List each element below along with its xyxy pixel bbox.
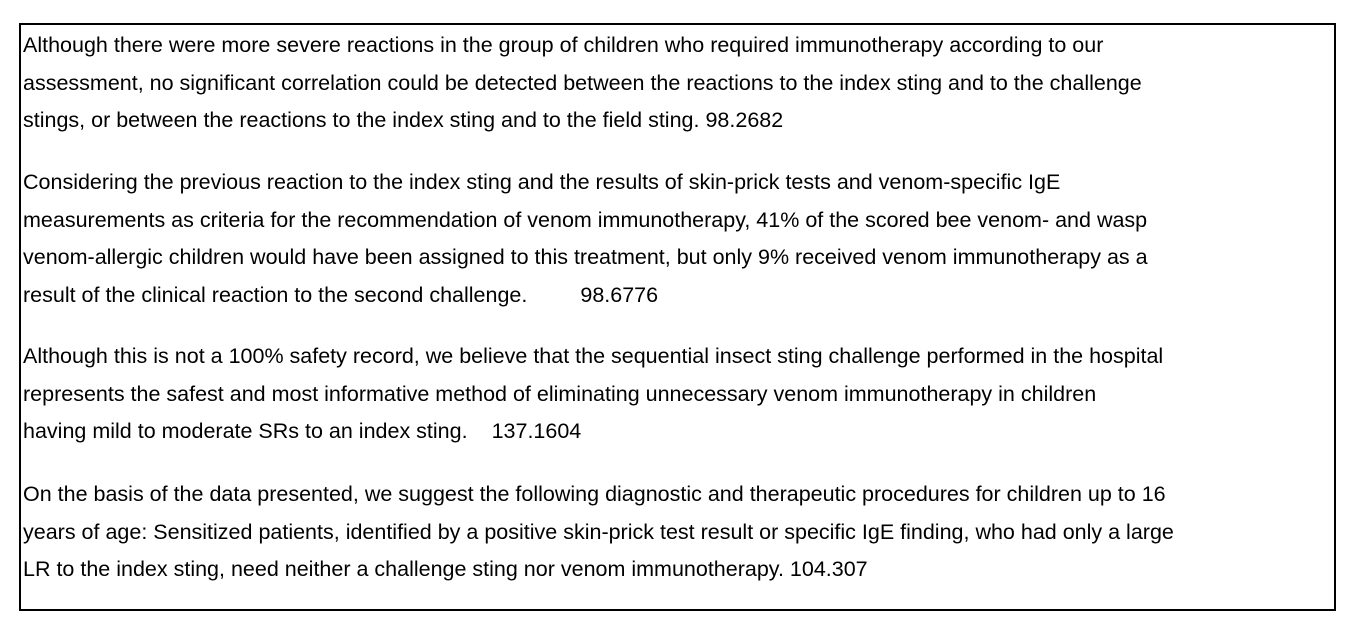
paragraph-2 [23,164,1336,314]
text-frame [19,23,1336,611]
paragraph-3-score: 137.1604 [491,419,582,443]
paragraph-1-line-2: assessment, no significant correlation could be detected between the reactions to the index sting and to the challenge [23,70,1142,95]
paragraph-4-line-3 [23,551,1336,589]
paragraph-4-line-2: years of age: Sensitized patients, identified by a positive skin-prick test result or specific IgE finding, who had only a large [23,519,1174,544]
paragraph-1-line-3-text: stings, or between the reactions to the index sting and to the field sting. [23,108,700,132]
paragraph-1-line-3 [23,102,1336,140]
paragraph-1-score: 98.2682 [705,108,784,132]
paragraph-3-line-3 [23,413,1336,451]
paragraph-2-line-4 [23,277,1336,315]
paragraph-3-line-3-text: having mild to moderate SRs to an index sting. [23,419,468,443]
paragraph-2-line-1: Considering the previous reaction to the index sting and the results of skin-prick tests and venom-specific IgE [23,170,1061,194]
paragraph-2-line-4-text: result of the clinical reaction to the second challenge. [23,282,528,307]
paragraph-3-line-2: represents the safest and most informative method of eliminating unnecessary venom immunotherapy in children [23,381,1097,406]
paragraph-3-line-1: Although this is not a 100% safety record, we believe that the sequential insect sting challenge performed in the hospital [23,344,1164,368]
paragraph-4-score: 104.307 [789,557,868,581]
paragraph-3 [23,338,1336,451]
paragraph-2-line-3: venom-allergic children would have been assigned to this treatment, but only 9% received venom immunotherapy as a [23,245,1148,269]
paragraph-2-line-2: measurements as criteria for the recommendation of venom immunotherapy, 41% of the scored bee venom- and wasp [23,207,1148,232]
paragraph-1-line-1: Although there were more severe reactions in the group of children who required immunotherapy according to our [23,33,1104,57]
paragraph-4-line-1: On the basis of the data presented, we suggest the following diagnostic and therapeutic procedures for children up to 16 [23,482,1166,506]
paragraph-4-line-3-text: LR to the index sting, need neither a challenge sting nor venom immunotherapy. [23,557,784,581]
paragraph-4 [23,476,1336,589]
paragraph-1 [23,27,1336,140]
paragraph-2-score: 98.6776 [580,282,659,307]
